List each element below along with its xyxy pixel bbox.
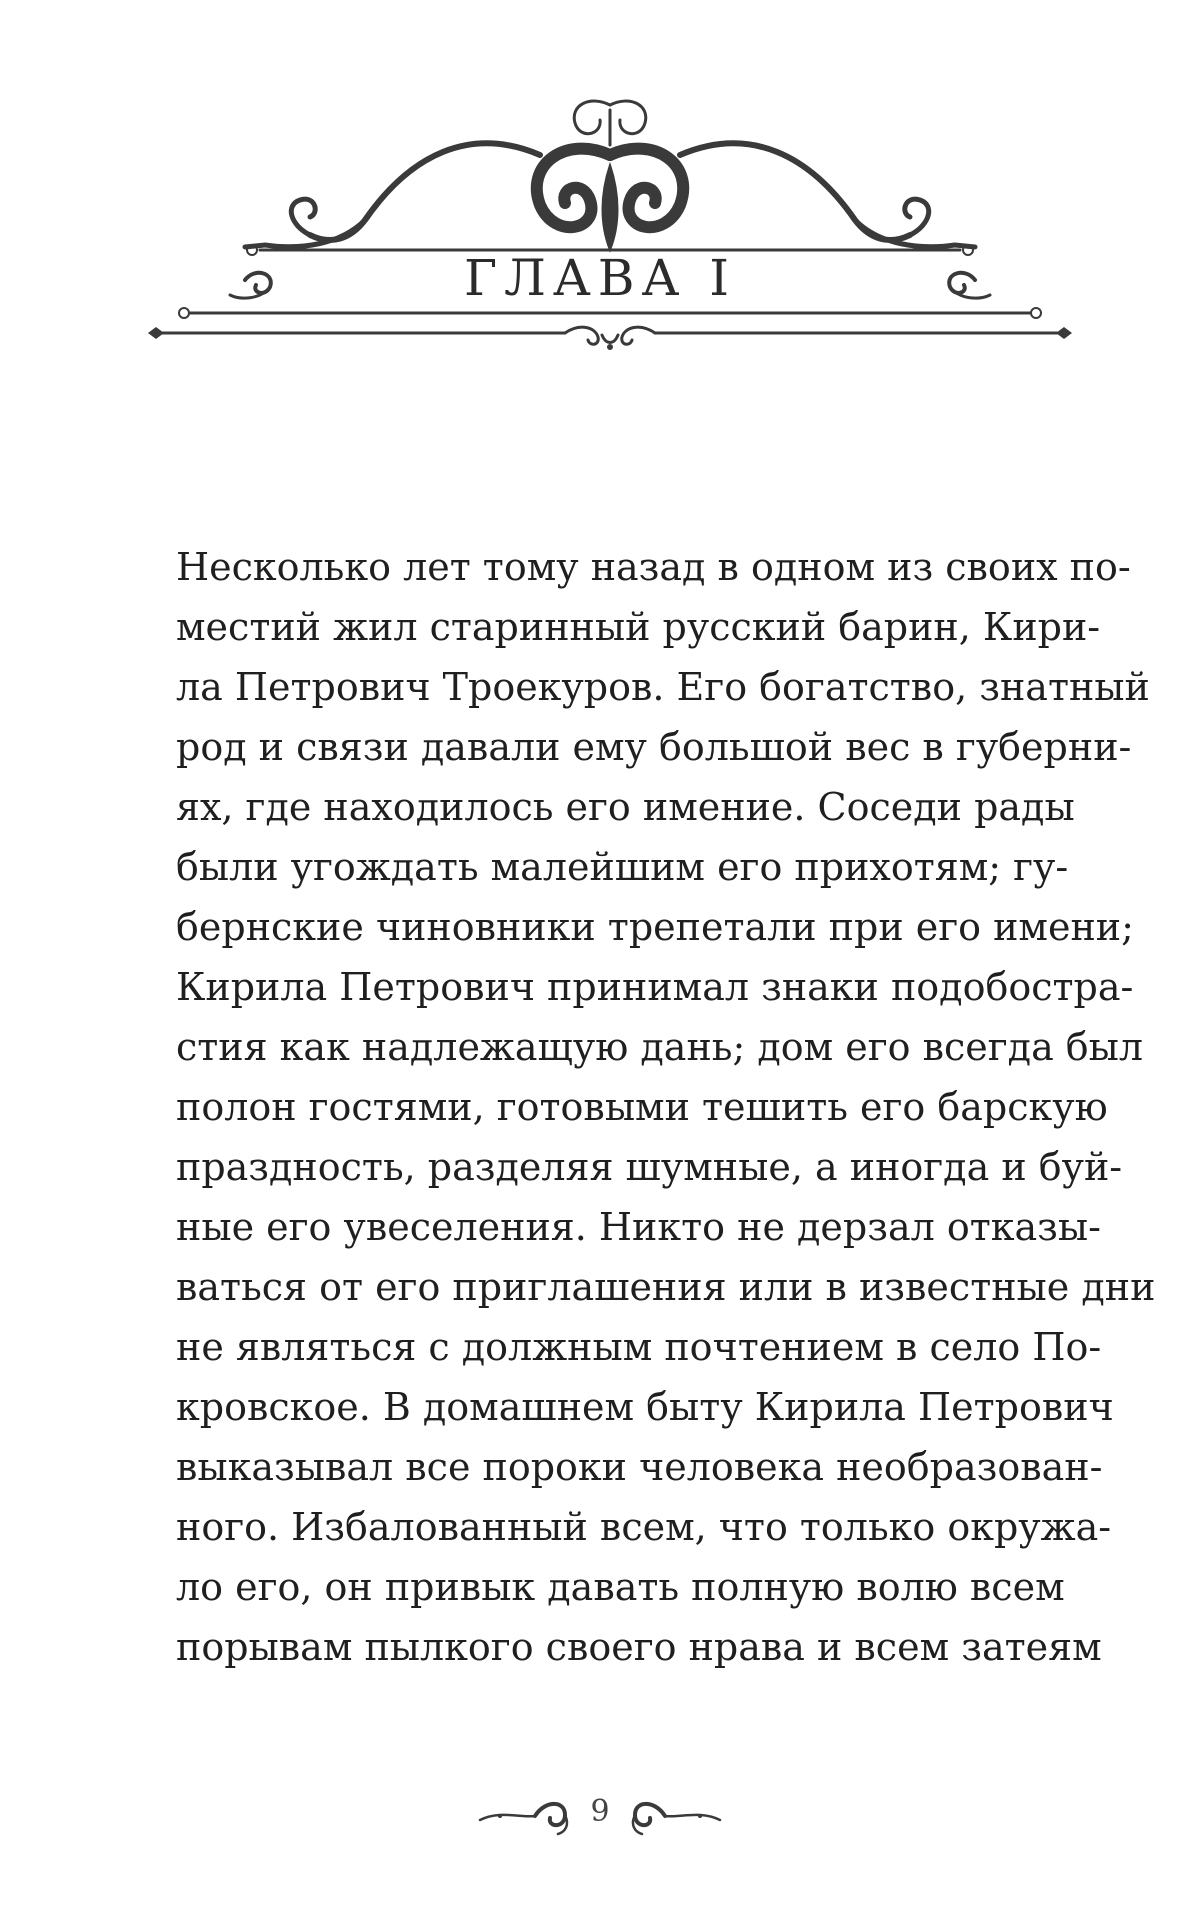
- text-line: ного. Избалованный всем, что только окружа-: [176, 1505, 1112, 1549]
- text-line: бернские чиновники трепетали при его имени;: [176, 905, 1134, 949]
- text-line: стия как надлежащую дань; дом его всегда был: [176, 1025, 1144, 1069]
- text-line: род и связи давали ему большой вес в губерни-: [176, 725, 1132, 769]
- text-line: ла Петрович Троекуров. Его богатство, знатный: [176, 665, 1150, 709]
- page-number: 9: [590, 1794, 610, 1829]
- chapter-header-ornament-icon: [170, 95, 1050, 355]
- text-line: праздность, разделяя шумные, а иногда и буй-: [176, 1145, 1123, 1189]
- text-line: местий жил старинный русский барин, Кири-: [176, 605, 1101, 649]
- text-line: ные его увеселения. Никто не дерзал отказы-: [176, 1205, 1101, 1249]
- text-line: ях, где находилось его имение. Соседи рады: [176, 785, 1075, 829]
- text-line: кровское. В домашнем быту Кирила Петрович: [176, 1385, 1114, 1429]
- chapter-title: ГЛАВА I: [464, 249, 736, 307]
- text-line: выказывал все пороки человека необразован-: [176, 1445, 1103, 1489]
- text-line: Несколько лет тому назад в одном из своих по-: [176, 545, 1131, 589]
- text-line: полон гостями, готовыми тешить его барскую: [176, 1085, 1108, 1129]
- page-footer: [0, 1780, 1200, 1850]
- text-line: ло его, он привык давать полную волю всем: [176, 1565, 1065, 1609]
- text-line: не являться с должным почтением в село По-: [176, 1325, 1102, 1369]
- text-line: были угождать малейшим его прихотям; гу-: [176, 845, 1069, 889]
- text-line: Кирила Петрович принимал знаки подобостра-: [176, 965, 1134, 1009]
- text-line: ваться от его приглашения или в известные дни: [176, 1265, 1156, 1309]
- text-line: порывам пылкого своего нрава и всем затеям: [176, 1625, 1102, 1669]
- chapter-body-text: [176, 537, 1156, 1677]
